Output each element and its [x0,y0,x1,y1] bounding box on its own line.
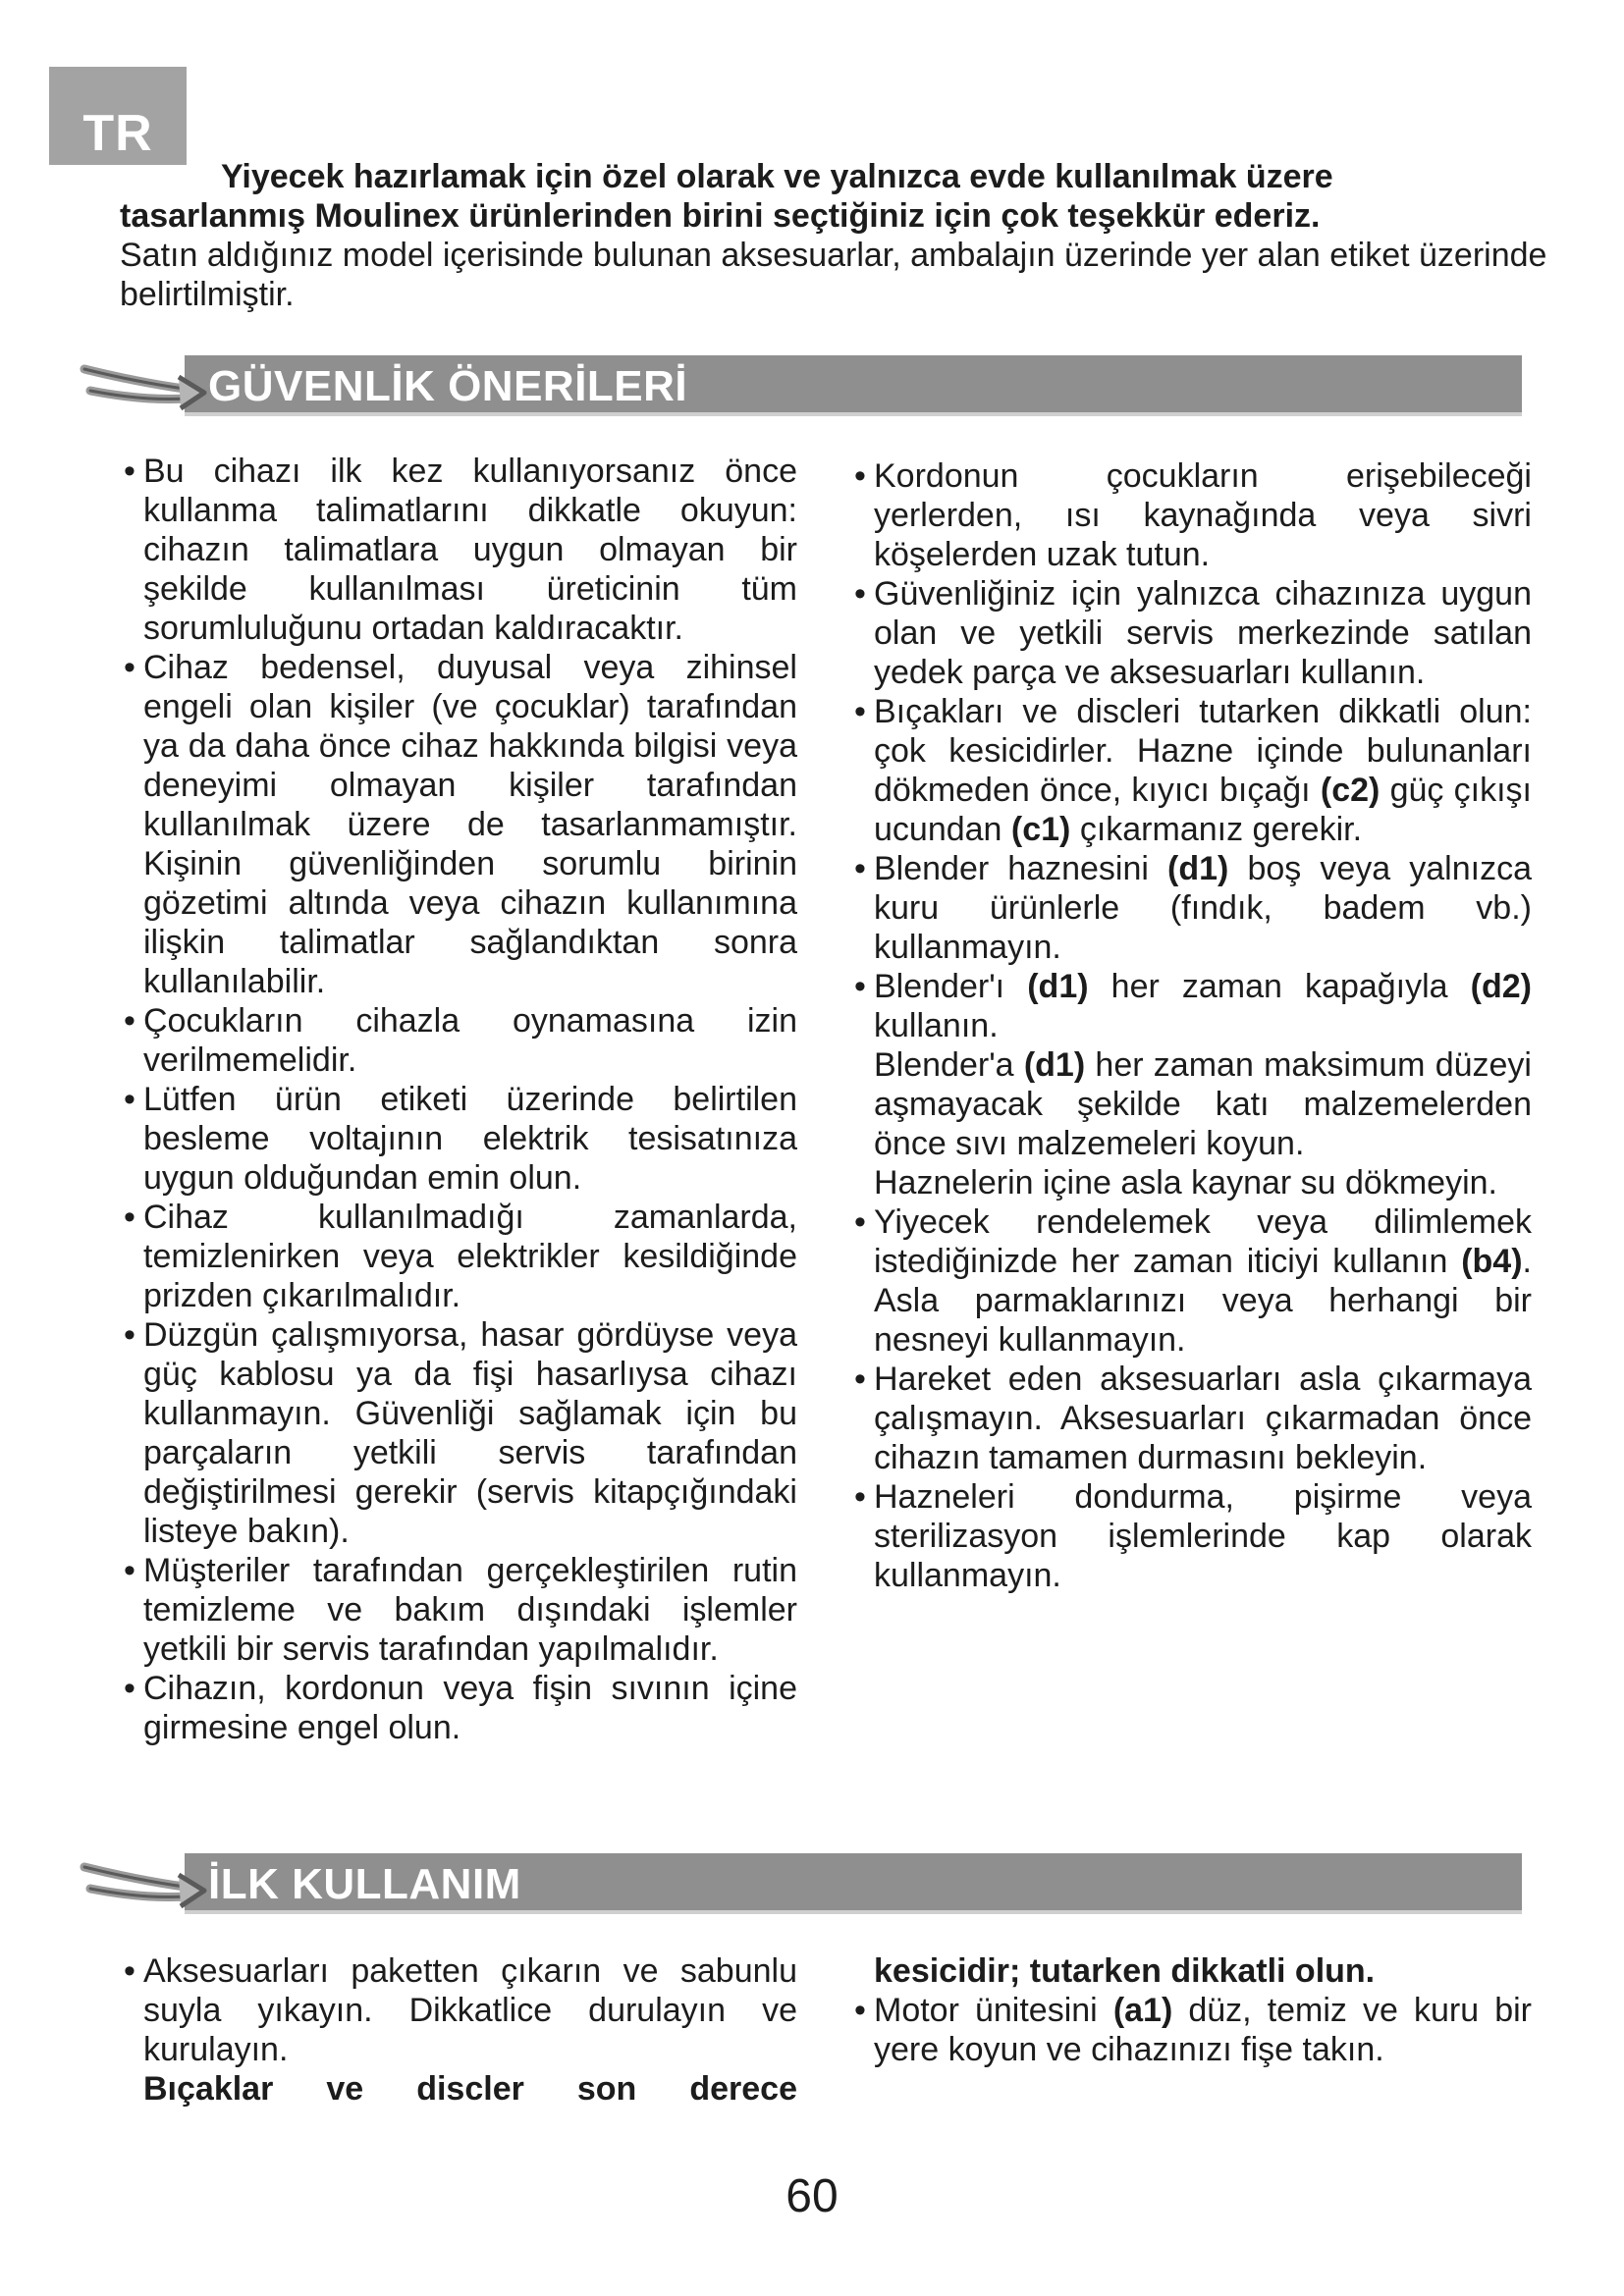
first-use-left-column [124,1951,797,2109]
warning-text: kesicidir; tutarken dikkatli olun. [874,1952,1376,1990]
list-item: • Bıçakları ve discleri tutarken dikkatli olun: çok kesicidirler. Hazne içinde bulunanları dökmeden önce, kıyıcı bıçağı (c2) güç çıkışı ucundan (c1) çıkarmanız gerekir. [854,692,1532,849]
list-item: • Güvenliğiniz için yalnızca cihazınıza uygun olan ve yetkili servis merkezinde satılan yedek parça ve aksesuarları kullanın. [854,574,1532,692]
list-item: • Yiyecek rendelemek veya dilimlemek istediğinizde her zaman iticiyi kullanın (b4). Asla parmaklarınızı veya herhangi bir nesneyi kullanmayın. [854,1202,1532,1360]
intro [120,157,1563,314]
intro-bold-line-2: tasarlanmış Moulinex ürünlerinden birini seçtiğiniz için çok teşekkür ederiz. [120,197,1321,235]
list-item: • Blender haznesini (d1) boş veya yalnızca kuru ürünlerle (fındık, badem vb.) kullanmayın. [854,849,1532,967]
paragraph: Blender'a (d1) her zaman maksimum düzeyi aşmayacak şekilde katı malzemelerden önce sıvı malzemeleri koyun. [874,1046,1532,1162]
safety-right-column [854,456,1532,1595]
first-use-right-column [854,1951,1532,2069]
list-item: • Hareket eden aksesuarları asla çıkarmaya çalışmayın. Aksesuarları çıkarmadan önce cihazın tamamen durmasını bekleyin. [854,1360,1532,1477]
section-title: GÜVENLİK ÖNERİLERİ [208,362,688,410]
list-item: • Aksesuarları paketten çıkarın ve sabunlu suyla yıkayın. Dikkatlice durulayın ve kurulayın. [124,1951,797,2069]
list-item: • Lütfen ürün etiketi üzerinde belirtilen besleme voltajının elektrik tesisatınıza uygun olduğundan emin olun. [124,1080,797,1198]
page-number: 60 [785,2170,839,2222]
list-item: • Cihazın, kordonun veya fişin sıvının içine girmesine engel olun. [124,1669,797,1747]
list-item: • Blender'ı (d1) her zaman kapağıyla (d2) kullanın. [854,967,1532,1045]
list-item: • Kordonun çocukların erişebileceği yerlerden, ısı kaynağında veya sivri köşelerden uzak tutun. [854,456,1532,574]
list-item: • Cihaz kullanılmadığı zamanlarda, temizlenirken veya elektrikler kesildiğinde prizden çıkarılmalıdır. [124,1198,797,1315]
language-tab: TR [49,67,187,165]
list-item: • Cihaz bedensel, duyusal veya zihinsel engeli olan kişiler (ve çocuklar) tarafından ya da daha önce cihaz hakkında bilgisi veya deneyimi olmayan kişiler tarafından kullanılmak üzere de tasarlanmamıştır. Kişinin güvenliğinden sorumlu birinin gözetimi altında veya cihazın kullanımına ilişkin talimatlar sağlandıktan sonra kullanılabilir. [124,648,797,1001]
list-item: • Motor ünitesini (a1) düz, temiz ve kuru bir yere koyun ve cihazınızı fişe takın. [854,1991,1532,2069]
swoosh-arrow-icon [77,351,224,420]
intro-text: Satın aldığınız model içerisinde bulunan aksesuarlar, ambalajın üzerinde yer alan etiket üzerinde belirtilmiştir. [120,237,1547,313]
list-item: • Müşteriler tarafından gerçekleştirilen rutin temizleme ve bakım dışındaki işlemler yetkili bir servis tarafından yapılmalıdır. [124,1551,797,1669]
safety-section-header [88,355,1522,416]
intro-bold-line-1: Yiyecek hazırlamak için özel olarak ve yalnızca evde kullanılmak üzere [221,158,1333,195]
safety-left-column [124,452,797,1747]
warning-text: Bıçaklar ve discler son derece [143,2070,797,2108]
list-item: • Düzgün çalışmıyorsa, hasar gördüyse veya güç kablosu ya da fişi hasarlıysa cihazı kullanmayın. Güvenliği sağlamak için bu parçaların yetkili servis tarafından değiştirilmesi gerekir (servis kitapçığındaki listeye bakın). [124,1315,797,1551]
list-item: • Bu cihazı ilk kez kullanıyorsanız önce kullanma talimatlarını dikkatle okuyun: cihazın talimatlara uygun olmayan bir şekilde kullanılması üreticinin tüm sorumluluğunu ortadan kaldıracaktır. [124,452,797,648]
first-use-section-header [88,1853,1522,1914]
list-item: • Çocukların cihazla oynamasına izin verilmemelidir. [124,1001,797,1080]
paragraph: Haznelerin içine asla kaynar su dökmeyin. [874,1164,1497,1201]
swoosh-arrow-icon [77,1849,224,1918]
section-title: İLK KULLANIM [208,1860,521,1908]
list-item: • Hazneleri dondurma, pişirme veya sterilizasyon işlemlerinde kap olarak kullanmayın. [854,1477,1532,1595]
